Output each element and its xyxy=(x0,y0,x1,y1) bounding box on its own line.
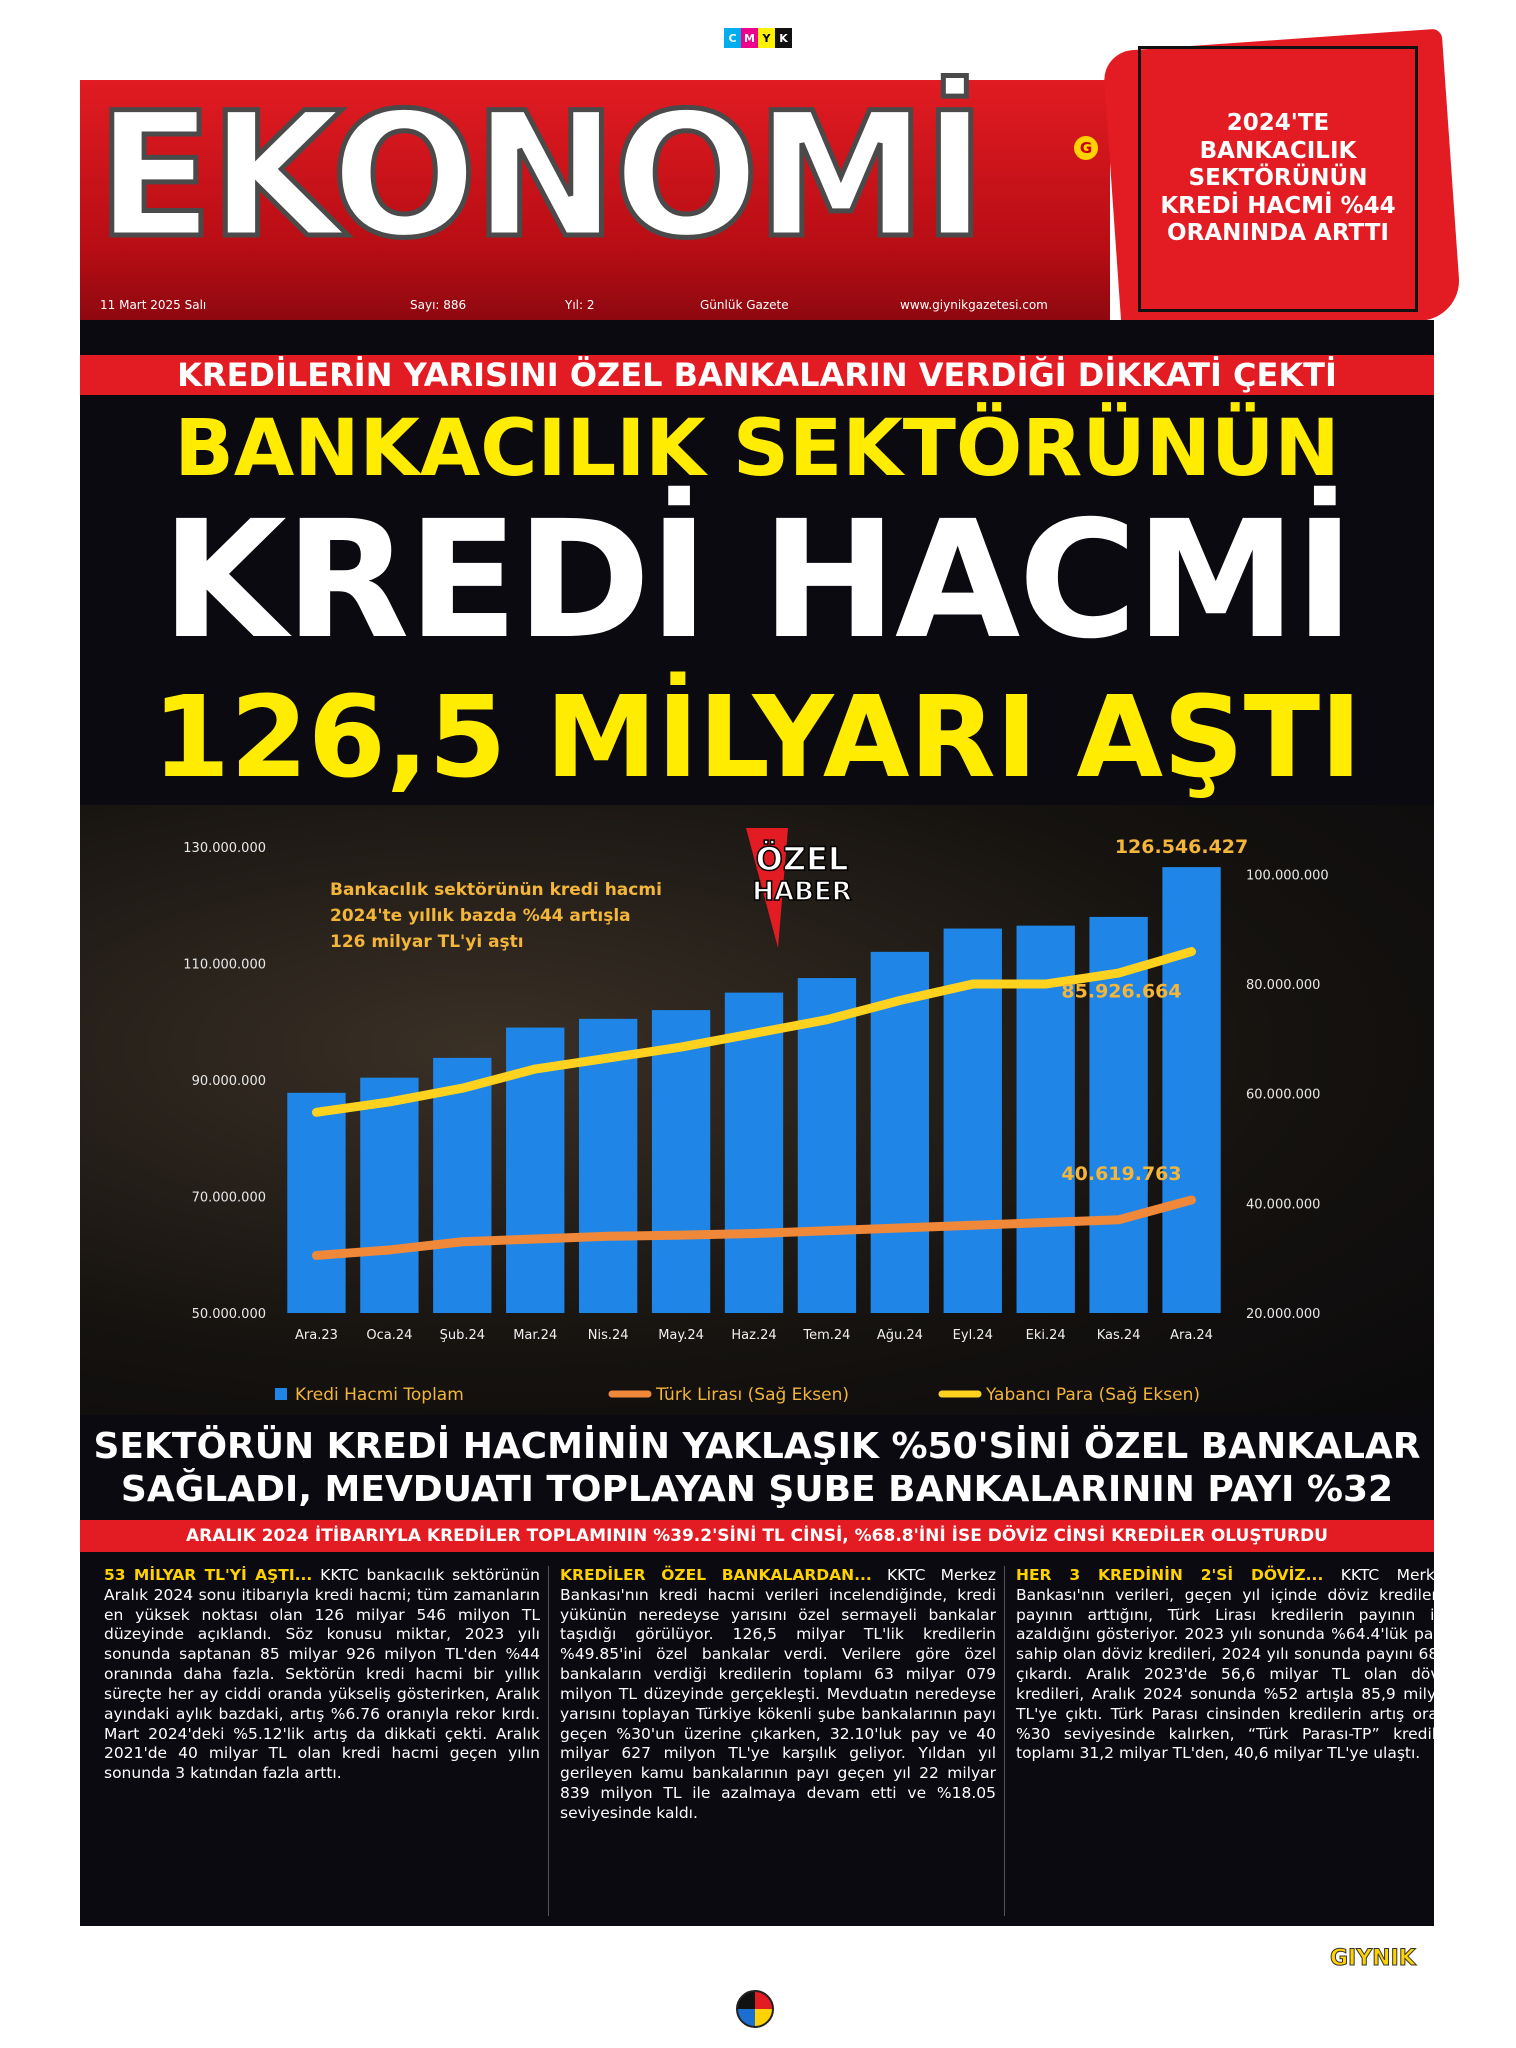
x-axis-tick-label: Tem.24 xyxy=(803,1328,851,1343)
cmyk-y: Y xyxy=(758,28,775,48)
bar-kredi-hacmi xyxy=(798,978,856,1313)
issue-date: 11 Mart 2025 Salı xyxy=(100,298,207,312)
right-axis-tick-label: 80.000.000 xyxy=(1246,978,1321,994)
ozel-haber-badge xyxy=(728,828,878,948)
x-axis-tick-label: Haz.24 xyxy=(731,1328,777,1343)
x-axis-tick-label: Nis.24 xyxy=(587,1328,629,1343)
headline-kicker: KREDİLERİN YARISINI ÖZEL BANKALARIN VERDİĞİ DİKKATİ ÇEKTİ xyxy=(80,355,1434,395)
data-label-kredi-hacmi: 126.546.427 xyxy=(1114,836,1249,859)
x-axis-tick-label: Ağu.24 xyxy=(876,1328,923,1343)
headline-line-1: BANKACILIK SEKTÖRÜNÜN xyxy=(174,404,1340,494)
footer-logo: GIYNIK xyxy=(1330,1946,1416,1971)
website-link[interactable]: www.giynikgazetesi.com xyxy=(900,298,1048,312)
left-axis-tick-label: 110.000.000 xyxy=(183,957,266,973)
headline-line-3: 126,5 MİLYARI AŞTI xyxy=(152,673,1362,803)
x-axis-tick-label: Ara.24 xyxy=(1170,1328,1213,1343)
column-3-body: KKTC Merkez Bankası'nın verileri, geçen yıl içinde döviz kredilerin payının arttığını, Türk Lirası kredilerin payının ise azaldığını gösteriyor. 2023 yılı sonunda %64.4'lük paya sahip olan döviz kredileri, 2024 yılı sonunda payını 68'e çıkardı. Aralık 2023'de 56,6 milyar TL olan döviz kredileri, Aralık 2024 sonunda %52 artışla 85,9 milyar TL'ye çıktı. Türk Parası cinsinden kredilerin artış oranı %30 seviyesinde kalırken, “Türk Parası-TP” krediler toplamı 31,2 milyar TL'den, 40,6 milyar TL'ye ulaştı. xyxy=(1016,1566,1452,1763)
x-axis-tick-label: May.24 xyxy=(658,1328,704,1343)
subheadline-line-1: SEKTÖRÜN KREDİ HACMİNİN YAKLAŞIK %50'SİNİ ÖZEL BANKALAR xyxy=(93,1426,1421,1467)
subheadline xyxy=(80,1425,1434,1511)
x-axis-tick-label: Şub.24 xyxy=(439,1328,486,1343)
data-label-yabanci-para: 85.926.664 xyxy=(1061,980,1182,1003)
right-axis-tick-label: 100.000.000 xyxy=(1246,868,1329,884)
left-axis-tick-label: 90.000.000 xyxy=(191,1074,266,1089)
chart-annotation-line: 2024'te yıllık bazda %44 artışla xyxy=(330,906,631,926)
chart-annotation-line: 126 milyar TL'yi aştı xyxy=(330,932,524,952)
right-axis-tick-label: 60.000.000 xyxy=(1246,1087,1321,1103)
headline-line-2: KREDİ HACMİ xyxy=(161,487,1353,675)
legend-entry: Yabancı Para (Sağ Eksen) xyxy=(986,1385,1200,1405)
newspaper-logo-icon: G xyxy=(1074,136,1098,160)
cmyk-c: C xyxy=(724,28,741,48)
x-axis-tick-label: Mar.24 xyxy=(513,1328,558,1343)
cmyk-k: K xyxy=(775,28,792,48)
subheadline-line-2: SAĞLADI, MEVDUATI TOPLAYAN ŞUBE BANKALARININ PAYI %32 xyxy=(120,1469,1394,1511)
column-divider xyxy=(1004,1566,1005,1916)
article-column-3 xyxy=(1016,1566,1452,1764)
column-2-body: KKTC Merkez Bankası'nın kredi hacmi verileri incelendiğinde, kredi yükünün neredeyse yarısını özel sermayeli bankalar taşıdığı görülüyor. 126,5 milyar TL'lik kredilerin %49.85'ini özel bankalar verdi. Verilere göre özel bankaların verdiği kredilerin toplamı 63 milyar 079 milyon TL düzeyinde gerçekleşti. Mevduatın neredeyse yarısını toplayan Türkiye kökenli şube bankalarının payı geçen %30'un üzerine çıkarken, 32.10'luk pay ve 40 milyar 627 milyon TL'ye karşılık geliyor. Yıldan yıl gerileyen kamu bankalarının payı geçen yıl 22 milyar 839 milyon TL ile azalmaya devam etti ve %18.05 seviyesinde kaldı. xyxy=(560,1566,996,1822)
legend-entry: Kredi Hacmi Toplam xyxy=(295,1385,464,1405)
bar-kredi-hacmi xyxy=(1162,867,1220,1313)
cmyk-registration-mark xyxy=(724,28,792,48)
legend-swatch-bar xyxy=(275,1388,287,1400)
data-label-turk-lirasi: 40.619.763 xyxy=(1061,1162,1182,1185)
article-column-2 xyxy=(560,1566,996,1824)
issue-number: Sayı: 886 xyxy=(410,298,467,312)
issue-year: Yıl: 2 xyxy=(565,298,595,312)
registration-target-icon xyxy=(736,1990,774,2028)
right-axis-tick-label: 40.000.000 xyxy=(1246,1197,1321,1213)
x-axis-tick-label: Eyl.24 xyxy=(952,1328,993,1343)
right-axis-tick-label: 20.000.000 xyxy=(1246,1307,1321,1322)
x-axis-tick-label: Ara.23 xyxy=(295,1328,338,1343)
column-2-lead: KREDİLER ÖZEL BANKALARDAN... xyxy=(560,1566,872,1584)
left-axis-tick-label: 130.000.000 xyxy=(183,841,266,856)
column-1-lead: 53 MİLYAR TL'Yİ AŞTI... xyxy=(104,1566,313,1584)
summary-bar: ARALIK 2024 İTİBARIYLA KREDİLER TOPLAMININ %39.2'SİNİ TL CİNSİ, %68.8'İNİ İSE DÖVİZ CİNSİ KREDİLER OLUŞTURDU xyxy=(80,1520,1434,1552)
column-1-body: KKTC bankacılık sektörünün Aralık 2024 sonu itibarıyla kredi hacmi; tüm zamanların en yüksek noktası olan 126 milyar 546 milyon TL düzeyinde açıklandı. Söz konusu miktar, 2023 yılı sonunda saptanan 85 milyar 926 milyon TL'den %44 oranında daha fazla. Sektörün kredi hacmi bir yıllık süreçte her ay ciddi oranda yükseliş gösterirken, Aralık ayındaki aylık bazdaki, artış %6.76 oranıyla rekor kırdı. Mart 2024'deki %5.12'lik artış da dikkati çekti. Aralık 2021'de 40 milyar TL olan kredi hacmi geçen yılın sonunda 3 katından fazla arttı. xyxy=(104,1566,541,1783)
promo-box: 2024'TE BANKACILIK SEKTÖRÜNÜN KREDİ HACMİ %44 ORANINDA ARTTI xyxy=(1138,46,1418,312)
x-axis-tick-label: Kas.24 xyxy=(1096,1328,1141,1343)
bar-kredi-hacmi xyxy=(287,1093,345,1313)
column-3-lead: HER 3 KREDİNİN 2'Sİ DÖVİZ... xyxy=(1016,1566,1324,1584)
x-axis-tick-label: Oca.24 xyxy=(366,1328,413,1343)
left-axis-tick-label: 50.000.000 xyxy=(191,1307,266,1322)
article-column-1 xyxy=(104,1566,540,1784)
newspaper-type: Günlük Gazete xyxy=(700,298,789,312)
bar-kredi-hacmi xyxy=(652,1010,710,1313)
legend-entry: Türk Lirası (Sağ Eksen) xyxy=(656,1385,849,1405)
ozel-haber-line-1: ÖZEL xyxy=(755,840,849,878)
column-divider xyxy=(548,1566,549,1916)
cmyk-m: M xyxy=(741,28,758,48)
x-axis-tick-label: Eki.24 xyxy=(1025,1328,1066,1343)
masthead-title: EKONOMİ xyxy=(96,75,983,276)
dateline xyxy=(100,298,1100,318)
left-axis-tick-label: 70.000.000 xyxy=(191,1190,266,1206)
bar-kredi-hacmi xyxy=(360,1078,418,1313)
chart-annotation-line: Bankacılık sektörünün kredi hacmi xyxy=(330,880,662,900)
ozel-haber-line-2: HABER xyxy=(752,877,852,907)
